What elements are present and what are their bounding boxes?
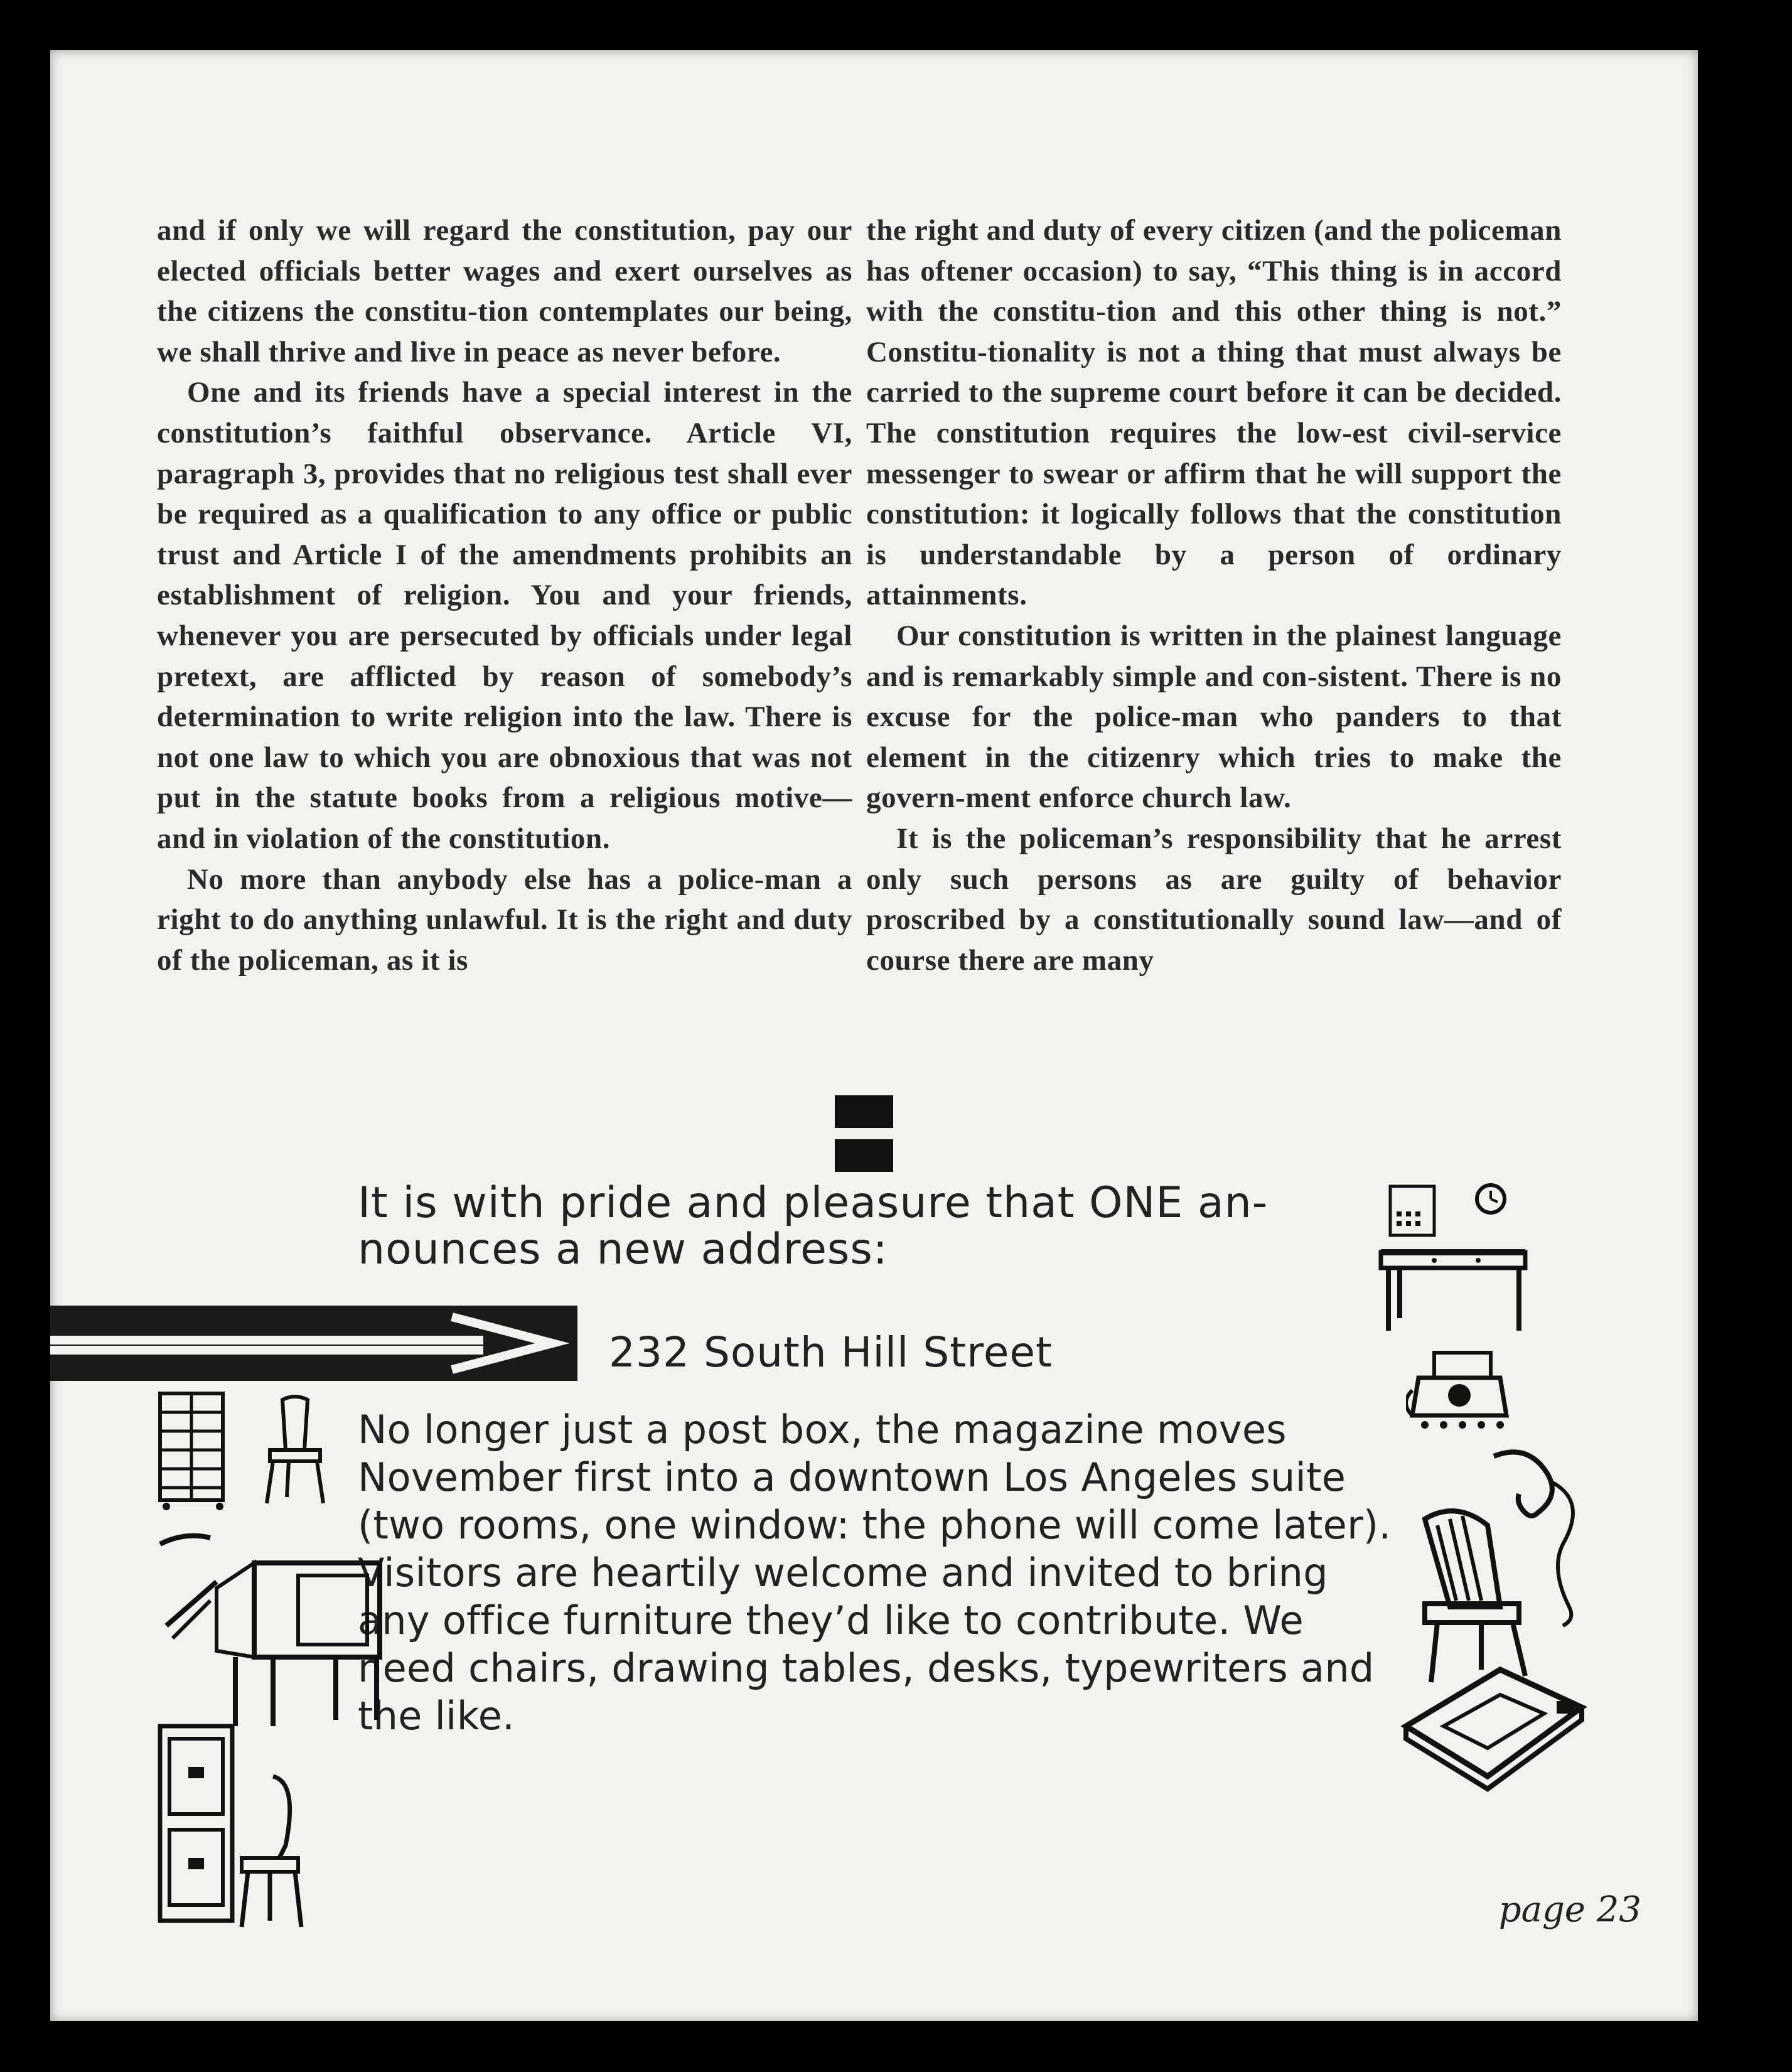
telephone-icon [1412, 1444, 1601, 1688]
paragraph: and if only we will regard the constitution, pay our elected officials better wages and exert ourselves as the citizens the constitu-tion contemplates our being, we shall thrive and live in peace as never before. [157, 214, 852, 368]
calendar-icon [1387, 1183, 1513, 1240]
arrow-icon [50, 1306, 577, 1381]
page-number: page 23 [1498, 1889, 1641, 1930]
paragraph: No more than anybody else has a police-man a right to do anything unlawful. It is the right and duty of the policeman, as it is [157, 862, 852, 977]
paragraph: It is the policeman’s responsibility that he arrest only such persons as are guilty of behavior proscribed by a constitutionally sound law—and of course there are many [866, 822, 1562, 977]
right-text-column [866, 210, 1562, 980]
divider-block [835, 1139, 893, 1172]
chair-icon [260, 1393, 330, 1506]
bookcase-icon [154, 1387, 235, 1513]
magazine-page [50, 50, 1698, 2021]
divider-block [835, 1095, 893, 1128]
magazine-name: One [187, 376, 241, 409]
announcement-body: No longer just a post box, the magazine moves November first into a downtown Los Angeles suite (two rooms, one window: the phone will come later). Visitors are heartily welcome and invited to bring any office furniture they’d like to contribute. We need chairs, drawing tables, desks, typewriters and the like. [358, 1407, 1392, 1739]
typewriter-icon [1406, 1346, 1513, 1434]
desk-icon [148, 1525, 399, 1732]
file-cabinet-icon [154, 1720, 311, 1933]
drawing-board-icon [1393, 1657, 1594, 1795]
paragraph: One and its friends have a special interest in the constitution’s faithful observance. Article VI, paragraph 3, provides that no religious test shall ever be required as a qualification to any office or public trust and Article I of the amendments prohibits an establishment of religion. You and your friends, whenever you are persecuted by officials under legal pretext, are afflicted by reason of somebody’s determination to write religion into the law. There is not one law to which you are obnoxious that was not put in the statute books from a religious motive— and in violation of the constitution. [157, 376, 852, 855]
paragraph: the right and duty of every citizen (and the policeman has oftener occasion) to say, “This thing is in accord with the constitu-tion and this other thing is not.” Constitu-tionality is not a thing that must always be carried to the supreme court before it can be decided. The constitution requires the low-est civil-service messenger to swear or affirm that he will support the constitution: it logically follows that the constitution is understandable by a person of ordinary attainments. [866, 214, 1562, 612]
announcement-headline: It is with pride and pleasure that ONE an-nounces a new address: [358, 1178, 1269, 1274]
left-text-column [157, 210, 852, 980]
new-address: 232 South Hill Street [609, 1328, 1053, 1377]
table-icon [1375, 1243, 1532, 1337]
paragraph: Our constitution is written in the plainest language and is remarkably simple and con-sistent. There is no excuse for the police-man who panders to that element in the citizenry which tries to make the govern-ment enforce church law. [866, 619, 1562, 815]
